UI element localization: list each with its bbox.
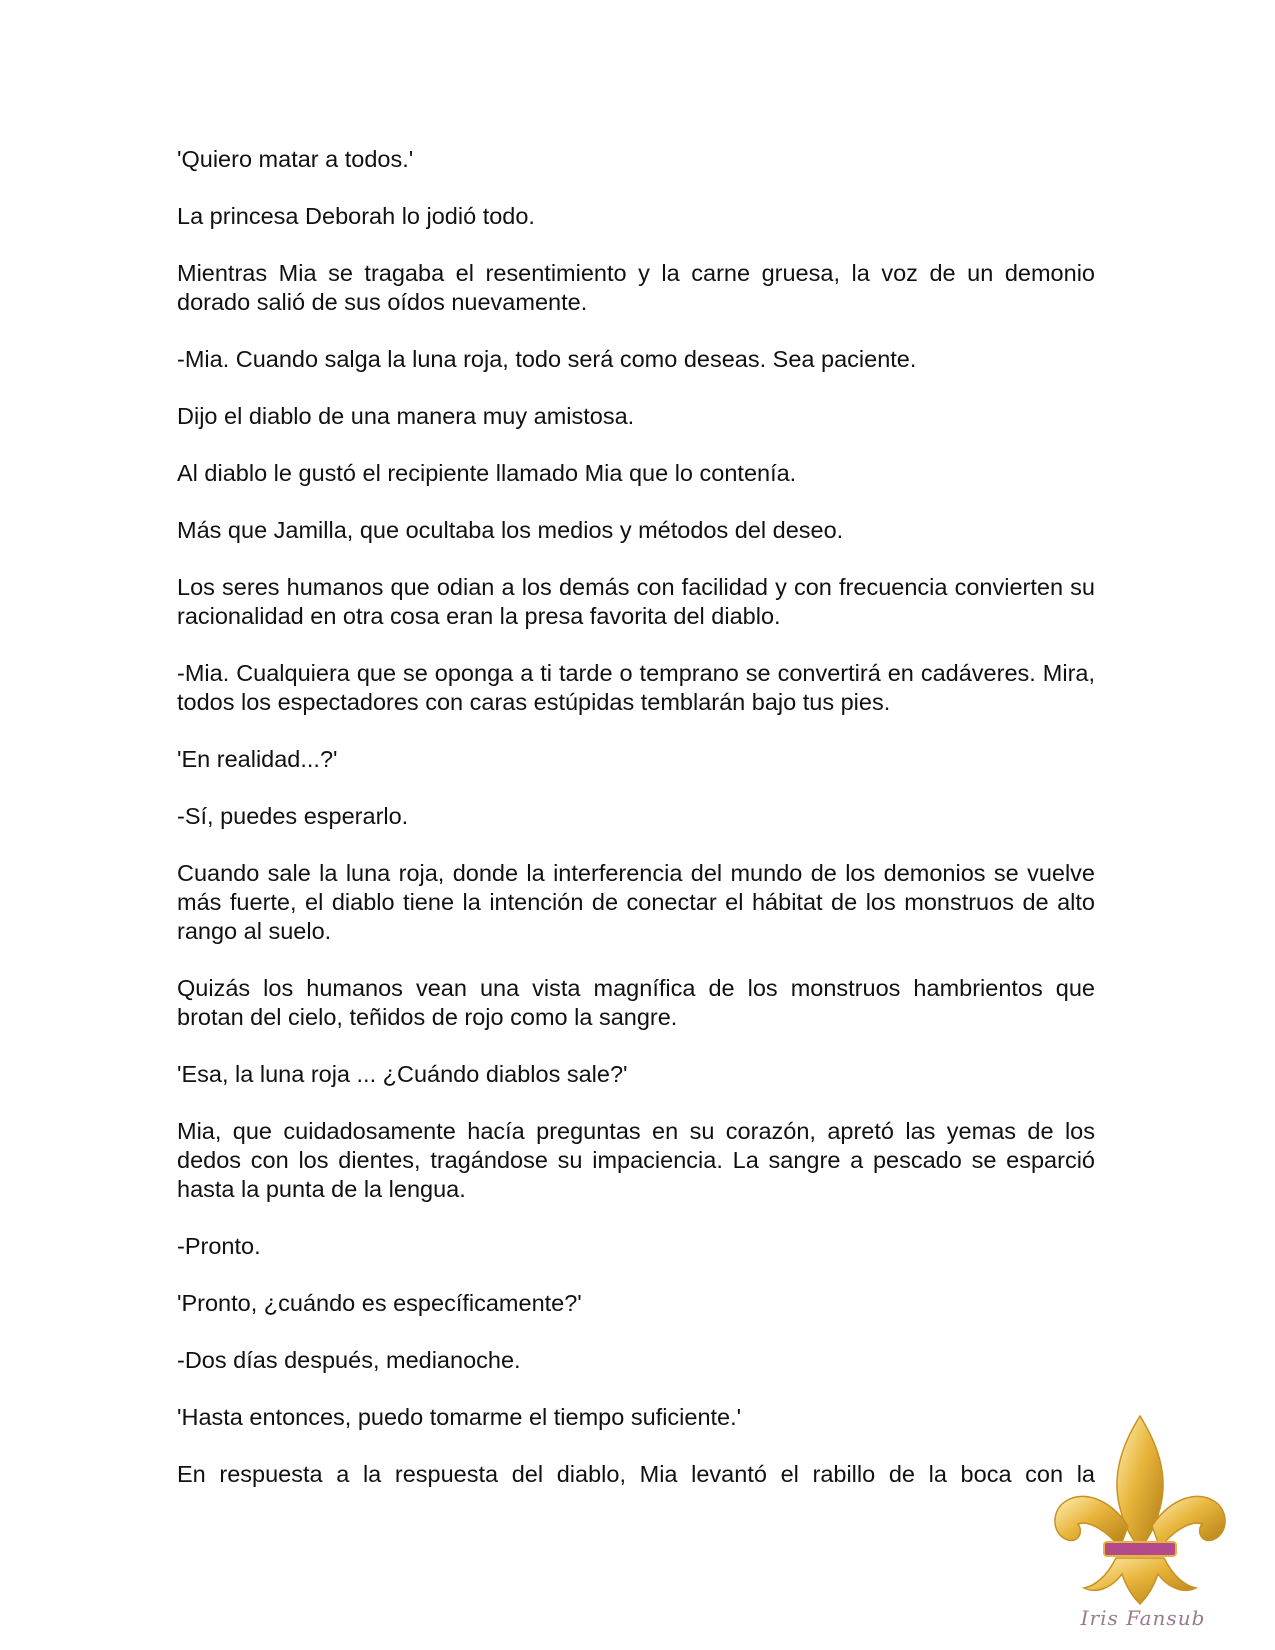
paragraph: 'Pronto, ¿cuándo es específicamente?' [177,1290,582,1316]
paragraph: La princesa Deborah lo jodió todo. [177,203,535,229]
paragraph: 'Hasta entonces, puedo tomarme el tiempo suficiente.' [177,1404,742,1430]
paragraph: 'Esa, la luna roja ... ¿Cuándo diablos sale?' [177,1061,628,1087]
document-body [177,145,1095,1489]
paragraph: Mientras Mia se tragaba el resentimiento y la carne gruesa, la voz de un demonio dorado salió de sus oídos nuevamente. [177,260,1095,315]
paragraph: -Pronto. [177,1233,261,1259]
paragraph: Más que Jamilla, que ocultaba los medios y métodos del deseo. [177,517,844,543]
paragraph: -Mia. Cuando salga la luna roja, todo será como deseas. Sea paciente. [177,346,917,372]
paragraph: 'Quiero matar a todos.' [177,146,414,172]
fleur-de-lis-icon [1050,1408,1230,1628]
watermark-text: Iris Fansub [1080,1606,1206,1630]
paragraph: Cuando sale la luna roja, donde la interferencia del mundo de los demonios se vuelve más fuerte, el diablo tiene la intención de conectar el hábitat de los monstruos de alto rango al suelo. [177,860,1095,944]
paragraph: Los seres humanos que odian a los demás con facilidad y con frecuencia convierten su racionalidad en otra cosa eran la presa favorita del diablo. [177,574,1095,629]
paragraph: Quizás los humanos vean una vista magnífica de los monstruos hambrientos que brotan del cielo, teñidos de rojo como la sangre. [177,975,1095,1030]
paragraph: -Mia. Cualquiera que se oponga a ti tarde o temprano se convertirá en cadáveres. Mira, todos los espectadores con caras estúpidas temblarán bajo tus pies. [177,660,1095,715]
paragraph: -Dos días después, medianoche. [177,1347,521,1373]
paragraph: Al diablo le gustó el recipiente llamado Mia que lo contenía. [177,460,797,486]
paragraph: Mia, que cuidadosamente hacía preguntas en su corazón, apretó las yemas de los dedos con los dientes, tragándose su impaciencia. La sangre a pescado se esparció hasta la punta de la lengua. [177,1118,1095,1202]
paragraph: 'En realidad...?' [177,746,338,772]
paragraph: -Sí, puedes esperarlo. [177,803,409,829]
paragraph: Dijo el diablo de una manera muy amistosa. [177,403,635,429]
paragraph: En respuesta a la respuesta del diablo, Mia levantó el rabillo de la boca con la [177,1461,1095,1487]
